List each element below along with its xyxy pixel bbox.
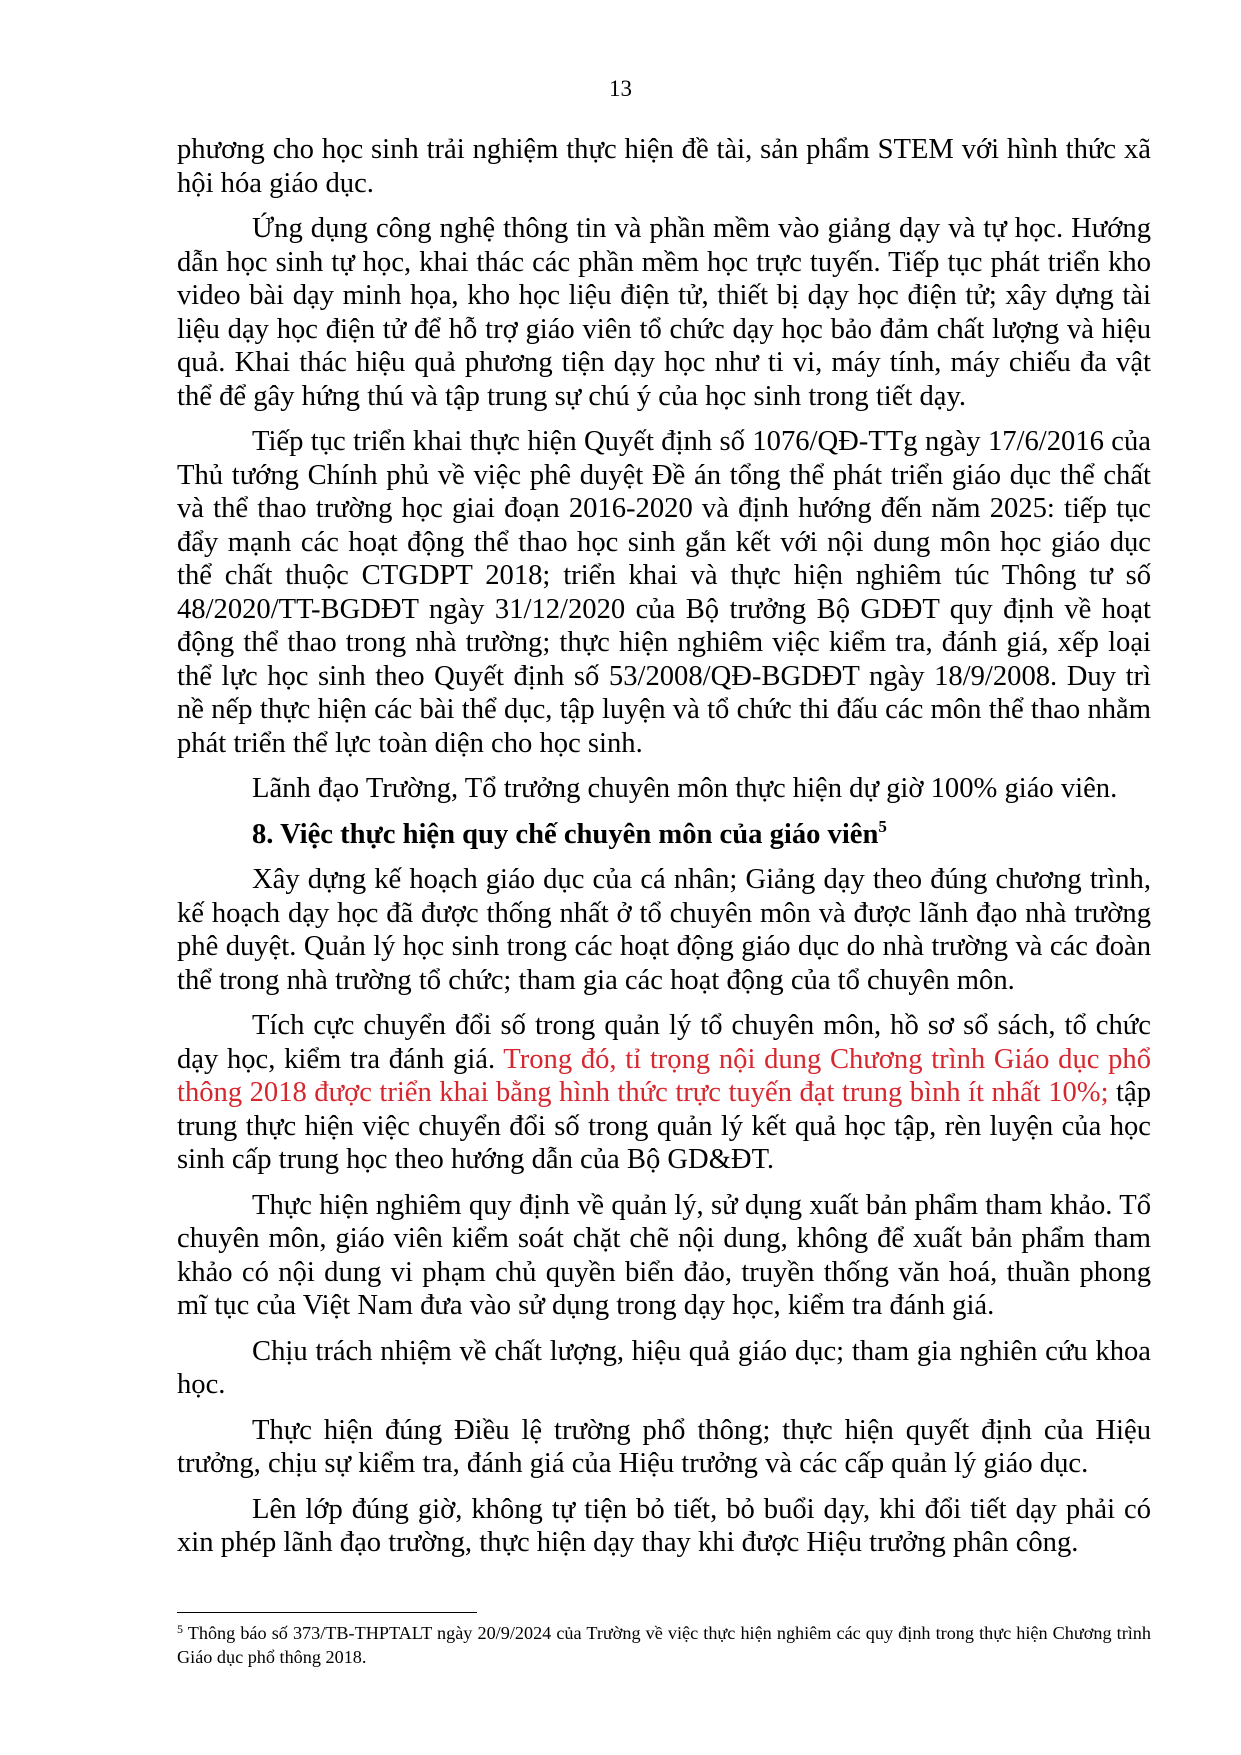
section-heading — [177, 818, 1151, 852]
paragraph-class-observation: Lãnh đạo Trường, Tổ trưởng chuyên môn thực hiện dự giờ 100% giáo viên. — [252, 773, 1118, 804]
paragraph-teaching-plan: Xây dựng kế hoạch giáo dục của cá nhân; Giảng dạy theo đúng chương trình, kế hoạch dạy học đã được thống nhất ở tổ chuyên môn và được lãnh đạo nhà trường phê duyệt. Quản lý học sinh trong các hoạt động giáo dục do nhà trường và các đoàn thể trong nhà trường tổ chức; tham gia các hoạt động của tổ chuyên môn. — [177, 864, 1151, 996]
paragraph-reference-materials: Thực hiện nghiêm quy định về quản lý, sử dụng xuất bản phẩm tham khảo. Tổ chuyên môn, giáo viên kiểm soát chặt chẽ nội dung, không để xuất bản phẩm tham khảo có nội dung vi phạm chủ quyền biển đảo, truyền thống văn hoá, thuần phong mĩ tục của Việt Nam đưa vào sử dụng trong dạy học, kiểm tra đánh giá. — [177, 1189, 1151, 1321]
page-number: 13 — [609, 76, 632, 101]
paragraph-responsibility: Chịu trách nhiệm về chất lượng, hiệu quả giáo dục; tham gia nghiên cứu khoa học. — [177, 1335, 1151, 1400]
footnote-reference: 5 — [878, 816, 887, 836]
footnote — [177, 1621, 1151, 1669]
paragraph-continuation: phương cho học sinh trải nghiệm thực hiện đề tài, sản phẩm STEM với hình thức xã hội hóa giáo dục. — [177, 134, 1151, 199]
paragraph-regulations: Thực hiện đúng Điều lệ trường phổ thông; thực hiện quyết định của Hiệu trưởng, chịu sự kiểm tra, đánh giá của Hiệu trưởng và các cấp quản lý giáo dục. — [177, 1414, 1151, 1479]
section-heading-text: 8. Việc thực hiện quy chế chuyên môn của giáo viên — [252, 818, 879, 850]
document-body — [177, 133, 1151, 1572]
highlighted-requirement: Trong đó, tỉ trọng nội dung Chương trình Giáo dục phổ thông 2018 được triển khai bằng hình thức trực tuyến đạt trung bình ít nhất 10%; — [177, 1043, 1151, 1108]
footnote-text: Thông báo số 373/TB-THPTALT ngày 20/9/2024 của Trường về việc thực hiện nghiêm các quy định trong thực hiện Chương trình Giáo dục phổ thông 2018. — [177, 1623, 1151, 1667]
paragraph-physical-education: Tiếp tục triển khai thực hiện Quyết định số 1076/QĐ-TTg ngày 17/6/2016 của Thủ tướng Chính phủ về việc phê duyệt Đề án tổng thể phát triển giáo dục thể chất và thể thao trường học giai đoạn 2016-2020 và định hướng đến năm 2025: tiếp tục đẩy mạnh các hoạt động thể thao học sinh gắn kết với nội dung môn học giáo dục thể chất thuộc CTGDPT 2018; triển khai và thực hiện nghiêm túc Thông tư số 48/2020/TT-BGDĐT ngày 31/12/2020 của Bộ trưởng Bộ GDĐT quy định về hoạt động thể thao trong nhà trường; thực hiện nghiêm việc kiểm tra, đánh giá, xếp loại thể lực học sinh theo Quyết định số 53/2008/QĐ-BGDĐT ngày 18/9/2008. Duy trì nề nếp thực hiện các bài thể dục, tập luyện và tổ chức thi đấu các môn thể thao nhằm phát triển thể lực toàn diện cho học sinh. — [177, 426, 1151, 759]
paragraph-punctuality: Lên lớp đúng giờ, không tự tiện bỏ tiết, bỏ buổi dạy, khi đổi tiết dạy phải có xin phép lãnh đạo trường, thực hiện dạy thay khi được Hiệu trưởng phân công. — [177, 1493, 1151, 1558]
paragraph-digital-part1: Tích cực chuyển đổi số trong quản lý tổ chuyên môn, hồ sơ sổ sách, tổ chức dạy học, kiểm tra đánh giá. — [177, 1010, 1151, 1075]
paragraph-ict: Ứng dụng công nghệ thông tin và phần mềm vào giảng dạy và tự học. Hướng dẫn học sinh tự học, khai thác các phần mềm học trực tuyến. Tiếp tục phát triển kho video bài dạy minh họa, kho học liệu điện tử, thiết bị dạy học điện tử; xây dựng tài liệu dạy học điện tử để hỗ trợ giáo viên tổ chức dạy học bảo đảm chất lượng và hiệu quả. Khai thác hiệu quả phương tiện dạy học như ti vi, máy tính, máy chiếu đa vật thể để gây hứng thú và tập trung sự chú ý của học sinh trong tiết dạy. — [177, 213, 1151, 412]
paragraph-digital-part2: tập trung thực hiện việc chuyển đổi số trong quản lý kết quả học tập, rèn luyện của học sinh cấp trung học theo hướng dẫn của Bộ GD&ĐT. — [177, 1077, 1151, 1175]
footnote-divider — [177, 1612, 477, 1613]
paragraph-digital-transformation — [177, 1009, 1151, 1177]
footnote-mark: 5 — [177, 1622, 183, 1636]
